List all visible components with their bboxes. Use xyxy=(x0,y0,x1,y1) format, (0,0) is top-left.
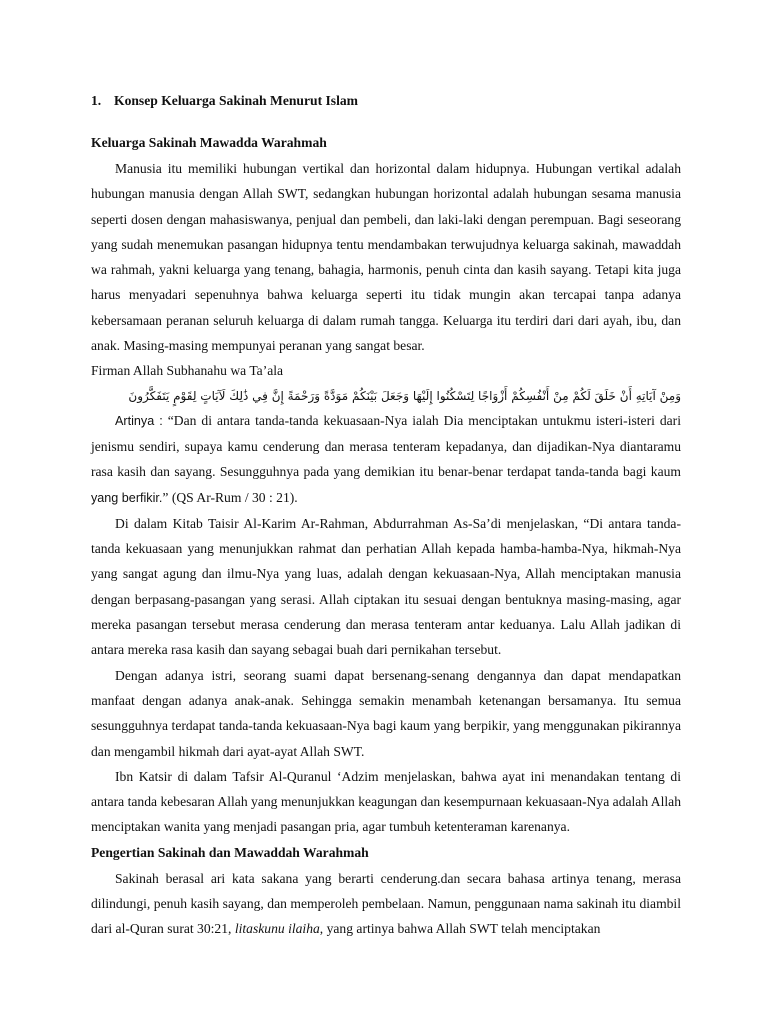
paragraph-taisir: Di dalam Kitab Taisir Al-Karim Ar-Rahman, Abdurrahman As-Sa’di menjelaskan, “Di antara tanda-tanda kekuasaan yang menunjukkan rahmat dan perhatian Allah kepada hamba-hamba-Nya, hikmah-Nya yang sangat agung dan ilmu-Nya yang luas, adalah dengan kekuasaan-Nya, Allah menciptakan manusia dengan berpasang-pasangan yang serasi. Allah ciptakan itu sesuai dengan bentuknya masing-masing, agar mereka pasangan tersebut merasa cenderung dan merasa tenteram antar keduanya. Lalu Allah jadikan di antara mereka rasa kasih dan sayang sebagai buah dari pernikahan tersebut. xyxy=(91,515,681,658)
paragraph-intro: Manusia itu memiliki hubungan vertikal dan horizontal dalam hidupnya. Hubungan vertikal adalah hubungan manusia dengan Allah SWT, sedangkan hubungan horizontal adalah hubungan sesama manusia seperti dosen dengan mahasiswanya, penjual dan pembeli, dan laki-laki dengan perempuan. Bagi seseorang yang sudah menemukan pasangan hidupnya tentu mendambakan terwujudnya keluarga sakinah, mawaddah wa rahmah, yakni keluarga yang tenang, bahagia, harmonis, penuh cinta dan kasih sayang. Tetapi kita juga harus menyadari sepenuhnya bahwa keluarga seperti itu tidak mungin akan tercapai tanpa adanya kebersamaan peranan seluruh keluarga di dalam rumah tangga. Keluarga itu terdiri dari dari ayah, ibu, dan anak. Masing-masing mempunyai peranan yang sangat besar. xyxy=(91,161,681,354)
artinya-label: Artinya : xyxy=(115,413,163,428)
sakinah-text-a: Sakinah berasal ari kata sakana yang berarti cenderung.dan secara bahasa artinya tenang, merasa dilindungi, penuh kasih sayang, dan memperoleh pembelaan. Namun, penggunaan nama sakinah itu diambil dari al-Quran surat 30:21, xyxy=(91,870,681,937)
document-body xyxy=(91,130,681,942)
subheading-pengertian: Pengertian Sakinah dan Mawaddah Warahmah xyxy=(91,844,369,860)
paragraph-istri: Dengan adanya istri, seorang suami dapat bersenang-senang dengannya dan dapat mendapatkan manfaat dengan adanya anak-anak. Sehingga semakin menambah ketenangan bersamanya. Itu semua sesungguhnya terdapat tanda-tanda kekuasaan-Nya bagi kaum yang berpikir, yang menggunakan pikirannya dan mengambil hikmah dari ayat-ayat Allah SWT. xyxy=(91,667,681,759)
artinya-translation: “Dan di antara tanda-tanda kekuasaan-Nya ialah Dia menciptakan untukmu isteri-isteri dari jenismu sendiri, supaya kamu cenderung dan merasa tenteram kepadanya, dan dijadikan-Nya diantaramu rasa kasih dan sayang. Sesungguhnya pada yang demikian itu benar-benar terdapat tanda-tanda bagi kaum xyxy=(91,412,681,480)
artinya-tail: yang berfikir. xyxy=(91,490,163,505)
sakinah-text-b: , yang artinya bahwa Allah SWT telah menciptakan xyxy=(319,921,601,937)
arabic-verse: وَمِنْ آيَاتِهِ أَنْ خَلَقَ لَكُمْ مِنْ أَنْفُسِكُمْ أَزْوَاجًا لِتَسْكُنُوا إِلَيْهَا وَجَعَلَ بَيْنَكُمْ مَوَدَّةً وَرَحْمَةً إِنَّ فِي ذَٰلِكَ لَآيَاتٍ لِقَوْمٍ يَتَفَكَّرُونَ xyxy=(128,388,681,403)
section-number: 1. xyxy=(91,93,102,108)
quran-reference: ” (QS Ar-Rum / 30 : 21). xyxy=(162,489,298,505)
paragraph-sakinah xyxy=(91,866,681,942)
sakinah-italic-term: litaskunu ilaiha xyxy=(234,921,320,937)
subheading-keluarga-sakinah: Keluarga Sakinah Mawadda Warahmah xyxy=(91,135,327,150)
paragraph-artinya xyxy=(91,408,681,511)
paragraph-ibn-katsir: Ibn Katsir di dalam Tafsir Al-Quranul ‘Adzim menjelaskan, bahwa ayat ini menandakan tentang di antara tanda kebesaran Allah yang menunjukkan keagungan dan kesempurnaan kekuasaan-Nya adalah Allah menciptakan wanita yang menjadi pasangan pria, agar tumbuh ketenteraman karenanya. xyxy=(91,768,681,835)
section-heading xyxy=(91,93,358,109)
section-title-text: Konsep Keluarga Sakinah Menurut Islam xyxy=(114,93,358,108)
firman-line: Firman Allah Subhanahu wa Ta’ala xyxy=(91,363,284,379)
